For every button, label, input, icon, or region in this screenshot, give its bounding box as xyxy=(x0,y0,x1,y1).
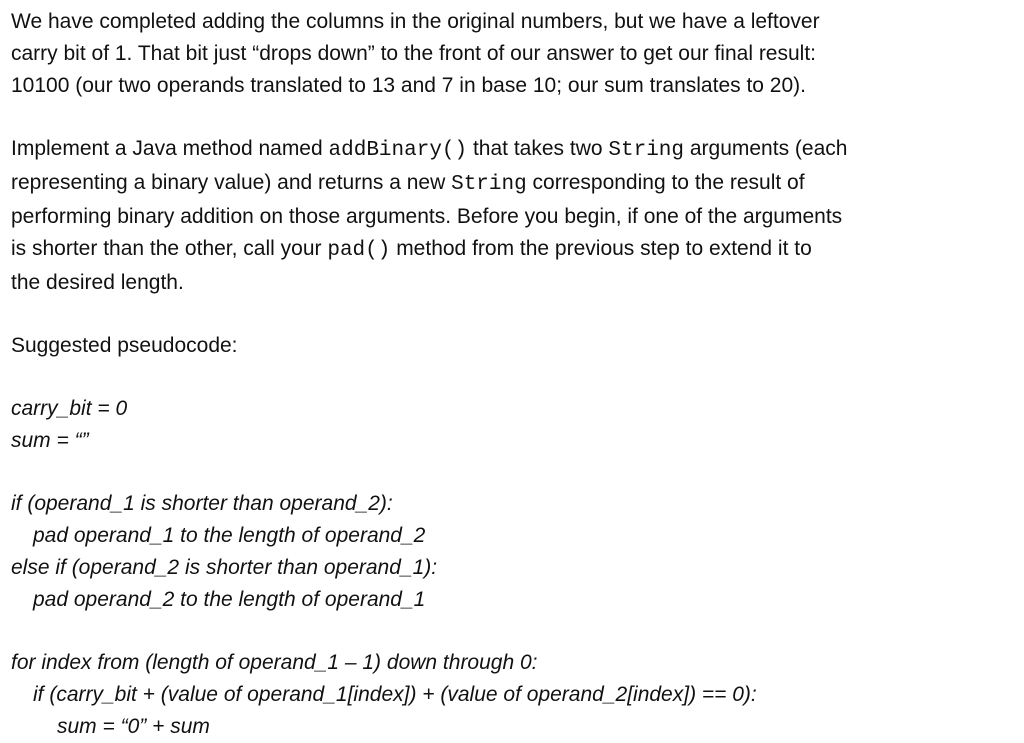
code-string: String xyxy=(451,173,527,196)
text-run: arguments (each xyxy=(684,137,848,160)
paragraph-leftover-carry xyxy=(11,6,1011,102)
pseudocode-line: pad operand_1 to the length of operand_2 xyxy=(33,524,426,547)
pseudocode-line: sum = “0” + sum xyxy=(57,715,210,738)
text-line: carry bit of 1. That bit just “drops down” to the front of our answer to get our final result: xyxy=(11,42,817,65)
pseudocode-block xyxy=(11,393,1011,743)
paragraph-instructions xyxy=(11,133,1011,299)
text-line: performing binary addition on those arguments. Before you begin, if one of the arguments xyxy=(11,205,843,228)
text-run: Implement a Java method named xyxy=(11,137,329,160)
pseudocode-line: sum = “” xyxy=(11,429,89,452)
pseudocode-line: carry_bit = 0 xyxy=(11,397,128,420)
text-line xyxy=(11,133,1011,167)
code-string: String xyxy=(608,139,685,162)
text-run: method from the previous step to extend it to xyxy=(390,237,812,260)
text-run: representing a binary value) and returns a new xyxy=(11,171,452,194)
code-pad: pad() xyxy=(327,239,391,262)
text-run: corresponding to the result of xyxy=(526,171,805,194)
pseudocode-heading: Suggested pseudocode: xyxy=(11,334,238,357)
pseudocode-line: pad operand_2 to the length of operand_1 xyxy=(33,588,426,611)
code-add-binary: addBinary() xyxy=(328,139,468,162)
text-line: 10100 (our two operands translated to 13 and 7 in base 10; our sum translates to 20). xyxy=(11,74,806,97)
text-run: that takes two xyxy=(467,137,609,160)
text-line: the desired length. xyxy=(11,271,184,294)
text-line: We have completed adding the columns in the original numbers, but we have a leftover xyxy=(11,10,820,33)
pseudocode-line: if (carry_bit + (value of operand_1[index]) + (value of operand_2[index]) == 0): xyxy=(33,683,757,706)
text-line xyxy=(11,233,1011,267)
text-line xyxy=(11,167,1011,201)
pseudocode-line: else if (operand_2 is shorter than operand_1): xyxy=(11,556,438,579)
pseudocode-line: for index from (length of operand_1 – 1) down through 0: xyxy=(11,651,538,674)
document-page xyxy=(11,6,1011,743)
pseudocode-line: if (operand_1 is shorter than operand_2): xyxy=(11,492,393,515)
text-run: is shorter than the other, call your xyxy=(11,237,328,260)
